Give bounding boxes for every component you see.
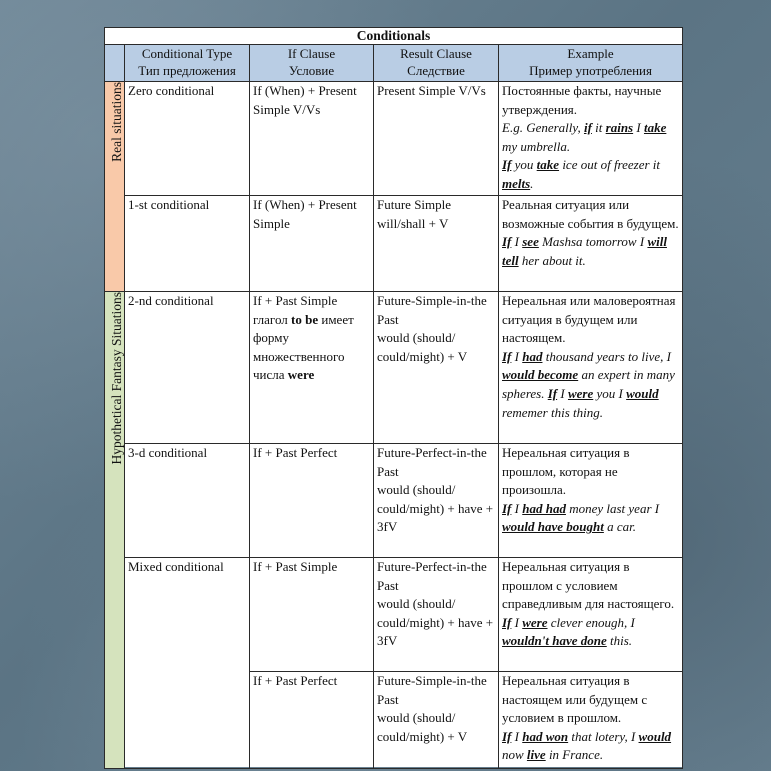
conditionals-sheet: [104, 27, 682, 767]
example-second: [499, 292, 683, 444]
result-mixed-2-tense: Future-Simple-in-the Past: [377, 673, 487, 707]
ex-text: an expert in many spheres.: [502, 367, 675, 401]
ex-keyword: would become: [502, 367, 579, 383]
if-first: If (When) + Present Simple: [250, 196, 374, 292]
ex-text: you I: [593, 385, 627, 401]
ex-keyword: had: [522, 348, 543, 364]
result-second: [374, 292, 499, 444]
ex-keyword: if: [583, 120, 592, 136]
result-second-tense: Future-Simple-in-the Past: [377, 293, 487, 327]
if-second: [250, 292, 374, 444]
if-mixed-1: If + Past Simple: [250, 558, 374, 672]
ex-keyword: If: [502, 157, 512, 173]
ex-keyword: were: [522, 614, 548, 630]
result-first: [374, 196, 499, 292]
result-third-tense: Future-Perfect-in-the Past: [377, 445, 487, 479]
ex-text: E.g. Generally,: [502, 120, 584, 136]
type-first: 1-st conditional: [125, 196, 250, 292]
header-if-ru: Условие: [288, 63, 335, 78]
ex-text: that lotery, I: [568, 728, 639, 744]
conditionals-table: [104, 27, 683, 769]
result-mixed-2: [374, 672, 499, 769]
ex-text: I: [557, 385, 568, 401]
ex-keyword: If: [502, 614, 512, 630]
ex-text: I: [511, 614, 523, 630]
header-if-en: If Clause: [287, 46, 336, 61]
ex-keyword: melts: [502, 175, 531, 191]
if-second-note-2: имеет форму множественного числа: [253, 311, 354, 383]
ex-text: I: [511, 234, 523, 250]
if-second-to-be: to be: [291, 311, 319, 327]
example-mixed-2-desc: Нереальная ситуация в настоящем или будущем с условием в прошлом.: [502, 673, 648, 726]
if-mixed-2: If + Past Perfect: [250, 672, 374, 769]
result-first-formula: will/shall + V: [377, 215, 449, 231]
example-zero-sentence-1: [502, 119, 679, 156]
example-third-desc: Нереальная ситуация в прошлом, которая не произошла.: [502, 445, 630, 498]
ex-keyword: would have bought: [502, 519, 604, 535]
ex-keyword: take: [643, 120, 667, 136]
example-mixed-1: [499, 558, 683, 672]
result-third-formula: would (should/ could/might) + have + 3fV: [377, 482, 494, 535]
ex-text: Mashsa tomorrow I: [538, 234, 648, 250]
ex-text: rememer this thing.: [502, 404, 603, 420]
result-zero: Present Simple V/Vs: [374, 82, 499, 196]
type-mixed: Mixed conditional: [125, 558, 250, 769]
header-result-clause: [374, 45, 499, 82]
ex-text: thousand years to live, I: [542, 348, 672, 364]
example-third-sentence: [502, 500, 679, 537]
group-real-label: Real situations: [109, 82, 124, 162]
example-second-sentence: [502, 348, 679, 422]
result-mixed-1-formula: would (should/ could/might) + have + 3fV: [377, 596, 494, 649]
ex-text: money last year I: [565, 500, 660, 516]
ex-text: I: [511, 728, 523, 744]
if-second-tense: If + Past Simple: [253, 293, 338, 308]
result-second-formula: would (should/ could/might) + V: [377, 330, 468, 364]
example-mixed-2: [499, 672, 683, 769]
result-first-tense: Future Simple: [377, 197, 452, 212]
ex-keyword: were: [567, 385, 594, 401]
ex-keyword: will tell: [502, 234, 667, 268]
row-zero-conditional: [105, 82, 683, 196]
row-third-conditional: [105, 444, 683, 558]
table-title: Conditionals: [105, 28, 683, 45]
ex-keyword: live: [526, 747, 546, 763]
group-hypothetical-situations: [105, 292, 125, 769]
row-second-conditional: [105, 292, 683, 444]
ex-text: my umbrella.: [502, 138, 571, 154]
result-mixed-2-formula: would (should/ could/might) + V: [377, 710, 468, 744]
header-corner: [105, 45, 125, 82]
ex-keyword: would: [638, 728, 672, 744]
ex-keyword: rains: [605, 120, 634, 136]
header-conditional-type: [125, 45, 250, 82]
ex-keyword: wouldn't have done: [502, 633, 607, 649]
result-third: [374, 444, 499, 558]
row-mixed-conditional-1: [105, 558, 683, 672]
result-mixed-1-tense: Future-Perfect-in-the Past: [377, 559, 487, 593]
ex-text: clever enough, I: [547, 614, 635, 630]
ex-text: I: [511, 348, 523, 364]
example-zero: [499, 82, 683, 196]
example-first-desc: Реальная ситуация или возможные события в будущем.: [502, 197, 679, 231]
ex-text: ice out of freezer it: [559, 157, 661, 173]
example-first: [499, 196, 683, 292]
ex-keyword: If: [502, 728, 512, 744]
ex-keyword: If: [547, 385, 558, 401]
ex-text: in France.: [545, 747, 604, 763]
example-mixed-1-sentence: [502, 614, 679, 651]
ex-text: it: [591, 120, 606, 136]
ex-text: I: [633, 120, 644, 136]
example-third: [499, 444, 683, 558]
example-first-sentence: [502, 233, 679, 270]
type-zero: Zero conditional: [125, 82, 250, 196]
header-example-ru: Пример употребления: [529, 63, 652, 78]
ex-keyword: see: [522, 234, 539, 250]
header-result-ru: Следствие: [407, 63, 465, 78]
header-if-clause: [250, 45, 374, 82]
group-hypothetical-label: Hypothetical Fantasy Situations: [109, 292, 124, 465]
ex-text: I: [511, 500, 523, 516]
ex-keyword: If: [502, 348, 512, 364]
row-first-conditional: [105, 196, 683, 292]
header-result-en: Result Clause: [400, 46, 472, 61]
ex-text: this.: [606, 633, 633, 649]
example-mixed-1-desc: Нереальная ситуация в прошлом с условием справедливым для настоящего.: [502, 559, 675, 612]
type-third: 3-d conditional: [125, 444, 250, 558]
type-second: 2-nd conditional: [125, 292, 250, 444]
if-third: If + Past Perfect: [250, 444, 374, 558]
header-type-en: Conditional Type: [141, 46, 233, 61]
ex-keyword: If: [502, 500, 512, 516]
ex-text: you: [511, 157, 537, 173]
if-second-note-1: глагол: [253, 311, 292, 327]
example-mixed-2-sentence: [502, 728, 679, 765]
ex-text: .: [530, 175, 534, 191]
header-type-ru: Тип предложения: [138, 63, 236, 78]
example-zero-desc: Постоянные факты, научные утверждения.: [502, 83, 662, 117]
header-example-en: Example: [567, 46, 614, 61]
ex-text: now: [502, 747, 527, 763]
result-mixed-1: [374, 558, 499, 672]
ex-keyword: had won: [522, 728, 569, 744]
if-second-were: were: [287, 367, 315, 383]
ex-keyword: If: [502, 234, 512, 250]
ex-keyword: take: [536, 157, 560, 173]
example-zero-sentence-2: [502, 156, 679, 193]
ex-keyword: would: [626, 385, 659, 401]
header-example: [499, 45, 683, 82]
ex-text: a car.: [603, 519, 636, 535]
group-real-situations: [105, 82, 125, 292]
example-second-desc: Нереальная или маловероятная ситуация в будущем или настоящем.: [502, 293, 676, 346]
ex-keyword: had had: [522, 500, 566, 516]
ex-text: her about it.: [518, 252, 586, 268]
if-zero: If (When) + Present Simple V/Vs: [250, 82, 374, 196]
